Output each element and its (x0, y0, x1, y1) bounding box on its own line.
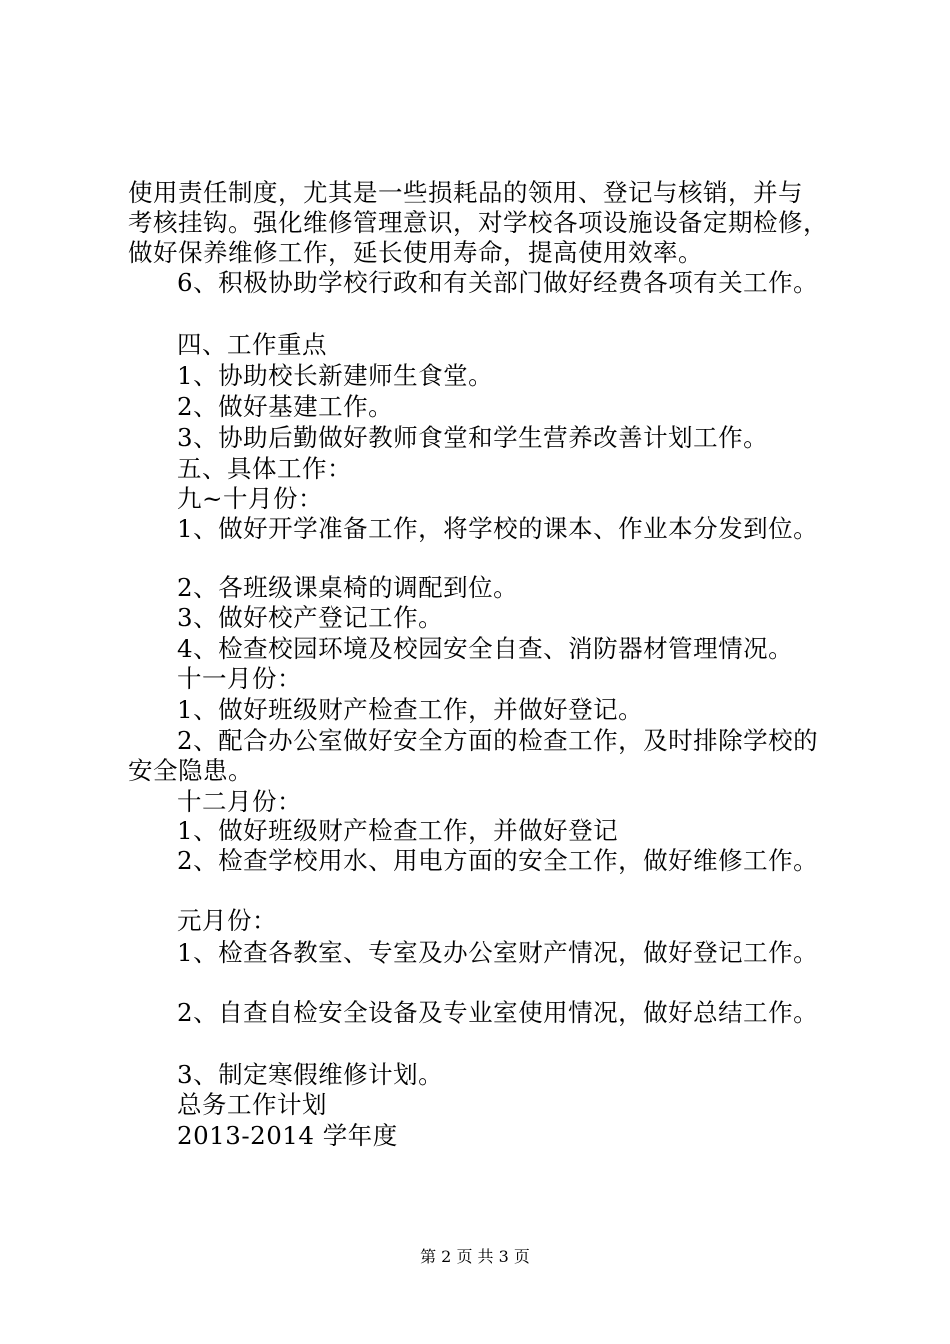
text-line-2: 考核挂钩。强化维修管理意识，对学校各项设施设备定期检修， (128, 208, 828, 237)
text-line-24: 2、自查自检安全设备及专业室使用情况，做好总结工作。 (177, 998, 819, 1027)
text-line-1: 使用责任制度，尤其是一些损耗品的领用、登记与核销，并与 (128, 178, 803, 207)
text-line-8: 3、协助后勤做好教师食堂和学生营养改善计划工作。 (177, 423, 769, 452)
text-line-3: 做好保养维修工作，延长使用寿命，提高使用效率。 (128, 238, 703, 267)
text-line-13: 3、做好校产登记工作。 (177, 603, 444, 632)
month-heading-dec: 十二月份： (177, 787, 302, 816)
text-line-14: 4、检查校园环境及校园安全自查、消防器材管理情况。 (177, 634, 794, 663)
text-line-12: 2、各班级课桌椅的调配到位。 (177, 573, 519, 602)
text-line-25: 3、制定寒假维修计划。 (177, 1060, 444, 1089)
section-heading-specific: 五、具体工作： (177, 454, 352, 483)
text-line-18: 安全隐患。 (128, 756, 253, 785)
plan-title: 总务工作计划 (177, 1090, 327, 1119)
month-heading-jan: 元月份： (177, 906, 277, 935)
text-line-17: 2、配合办公室做好安全方面的检查工作，及时排除学校的 (177, 726, 819, 755)
text-line-20: 1、做好班级财产检查工作，并做好登记 (177, 816, 619, 845)
text-line-16: 1、做好班级财产检查工作，并做好登记。 (177, 695, 644, 724)
text-line-4: 6、积极协助学校行政和有关部门做好经费各项有关工作。 (177, 268, 819, 297)
month-heading-sep-oct: 九~十月份： (177, 484, 324, 513)
text-line-6: 1、协助校长新建师生食堂。 (177, 361, 494, 390)
section-heading-focus: 四、工作重点 (177, 330, 327, 359)
school-year: 2013-2014 学年度 (177, 1121, 398, 1150)
page-footer: 第 2 页 共 3 页 (420, 1247, 530, 1266)
text-line-11: 1、做好开学准备工作，将学校的课本、作业本分发到位。 (177, 514, 819, 543)
text-line-23: 1、检查各教室、专室及办公室财产情况，做好登记工作。 (177, 938, 819, 967)
month-heading-nov: 十一月份： (177, 664, 302, 693)
text-line-21: 2、检查学校用水、用电方面的安全工作，做好维修工作。 (177, 846, 819, 875)
text-line-7: 2、做好基建工作。 (177, 392, 394, 421)
